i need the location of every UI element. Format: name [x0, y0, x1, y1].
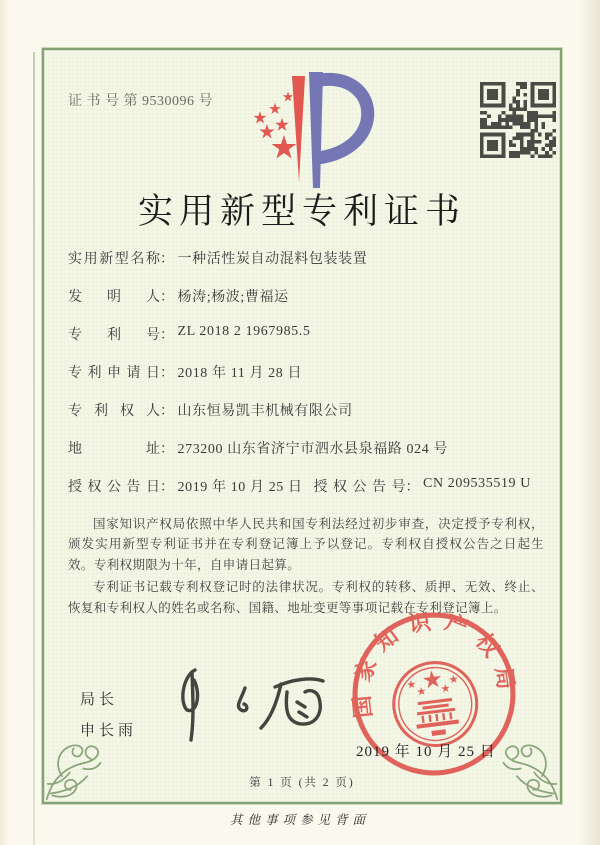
field-value: ZL 2018 2 1967985.5	[177, 324, 311, 339]
field-label: 地址	[68, 442, 160, 457]
cnipa-logo	[232, 70, 392, 195]
field-row-grant	[68, 476, 544, 498]
field-group-grant-number	[313, 476, 531, 495]
legal-paragraph-2: 专利证书记载专利权登记时的法律状况。专利权的转移、质押、无效、终止、恢复和专利权人的姓名或名称、国籍、地址变更等事项记载在专利登记簿上。	[68, 580, 544, 615]
back-side-note: 其他事项参见背面	[229, 813, 370, 827]
field-value: 山东恒易凯丰机械有限公司	[177, 404, 353, 419]
field-value: 2019 年 10 月 25 日	[177, 480, 303, 495]
field-row-address	[68, 438, 544, 460]
legal-paragraph-1: 国家知识产权局依照中华人民共和国专利法经过初步审查，决定授予专利权，颁发实用新型专利证书并在专利登记簿上予以登记。专利权自授权公告之日起生效。专利权期限为十年，自申请日起算。	[68, 517, 544, 572]
scan-edge-artifact	[33, 52, 35, 845]
label-colon: ：	[160, 328, 174, 343]
field-value: 一种活性炭自动混料包装装置	[177, 252, 368, 267]
label-colon: ：	[160, 366, 174, 381]
field-label: 发明人	[68, 290, 160, 305]
seal-date: 2019 年 10 月 25 日	[356, 744, 496, 760]
label-colon: ：	[160, 404, 174, 419]
field-label: 实用新型名称	[68, 252, 160, 267]
field-label: 专利申请日	[68, 366, 160, 381]
field-value: CN 209535519 U	[423, 476, 531, 491]
qr-code	[480, 82, 556, 158]
label-colon: ：	[160, 480, 174, 495]
field-label: 授权公告日	[68, 480, 160, 495]
field-label: 授权公告号	[313, 480, 406, 495]
signer-title: 局长	[80, 691, 119, 708]
field-row-filing-date	[68, 362, 544, 384]
field-label: 专利权人	[68, 404, 160, 419]
label-colon: ：	[405, 480, 420, 495]
certificate-frame	[42, 48, 562, 804]
label-colon: ：	[160, 442, 174, 457]
field-row-patent-number	[68, 324, 544, 346]
signer-name: 申长雨	[80, 722, 138, 739]
certificate-title: 实用新型专利证书	[137, 192, 466, 231]
corner-flourish-right	[467, 709, 563, 805]
field-row-inventor	[68, 286, 544, 308]
label-colon: ：	[160, 290, 174, 305]
field-row-utility-model-name	[68, 248, 544, 270]
seal-agency-text: 国家知识产权局	[347, 607, 521, 720]
label-colon: ：	[160, 252, 174, 267]
field-value: 杨涛;杨波;曹福运	[177, 290, 289, 305]
corner-flourish-left	[41, 709, 137, 805]
page-number: 第 1 页 (共 2 页)	[249, 777, 355, 789]
handwritten-signature	[156, 660, 356, 755]
certificate-number: 证 书 号 第 9530096 号	[68, 94, 213, 109]
certificate-body	[68, 248, 544, 620]
field-value: 273200 山东省济宁市泗水县泉福路 024 号	[177, 442, 448, 457]
field-row-patentee	[68, 400, 544, 422]
field-group-grant-date	[68, 476, 310, 496]
field-value: 2018 年 11 月 28 日	[177, 366, 303, 381]
logo-stars	[254, 92, 297, 159]
field-label: 专利号	[68, 328, 160, 343]
